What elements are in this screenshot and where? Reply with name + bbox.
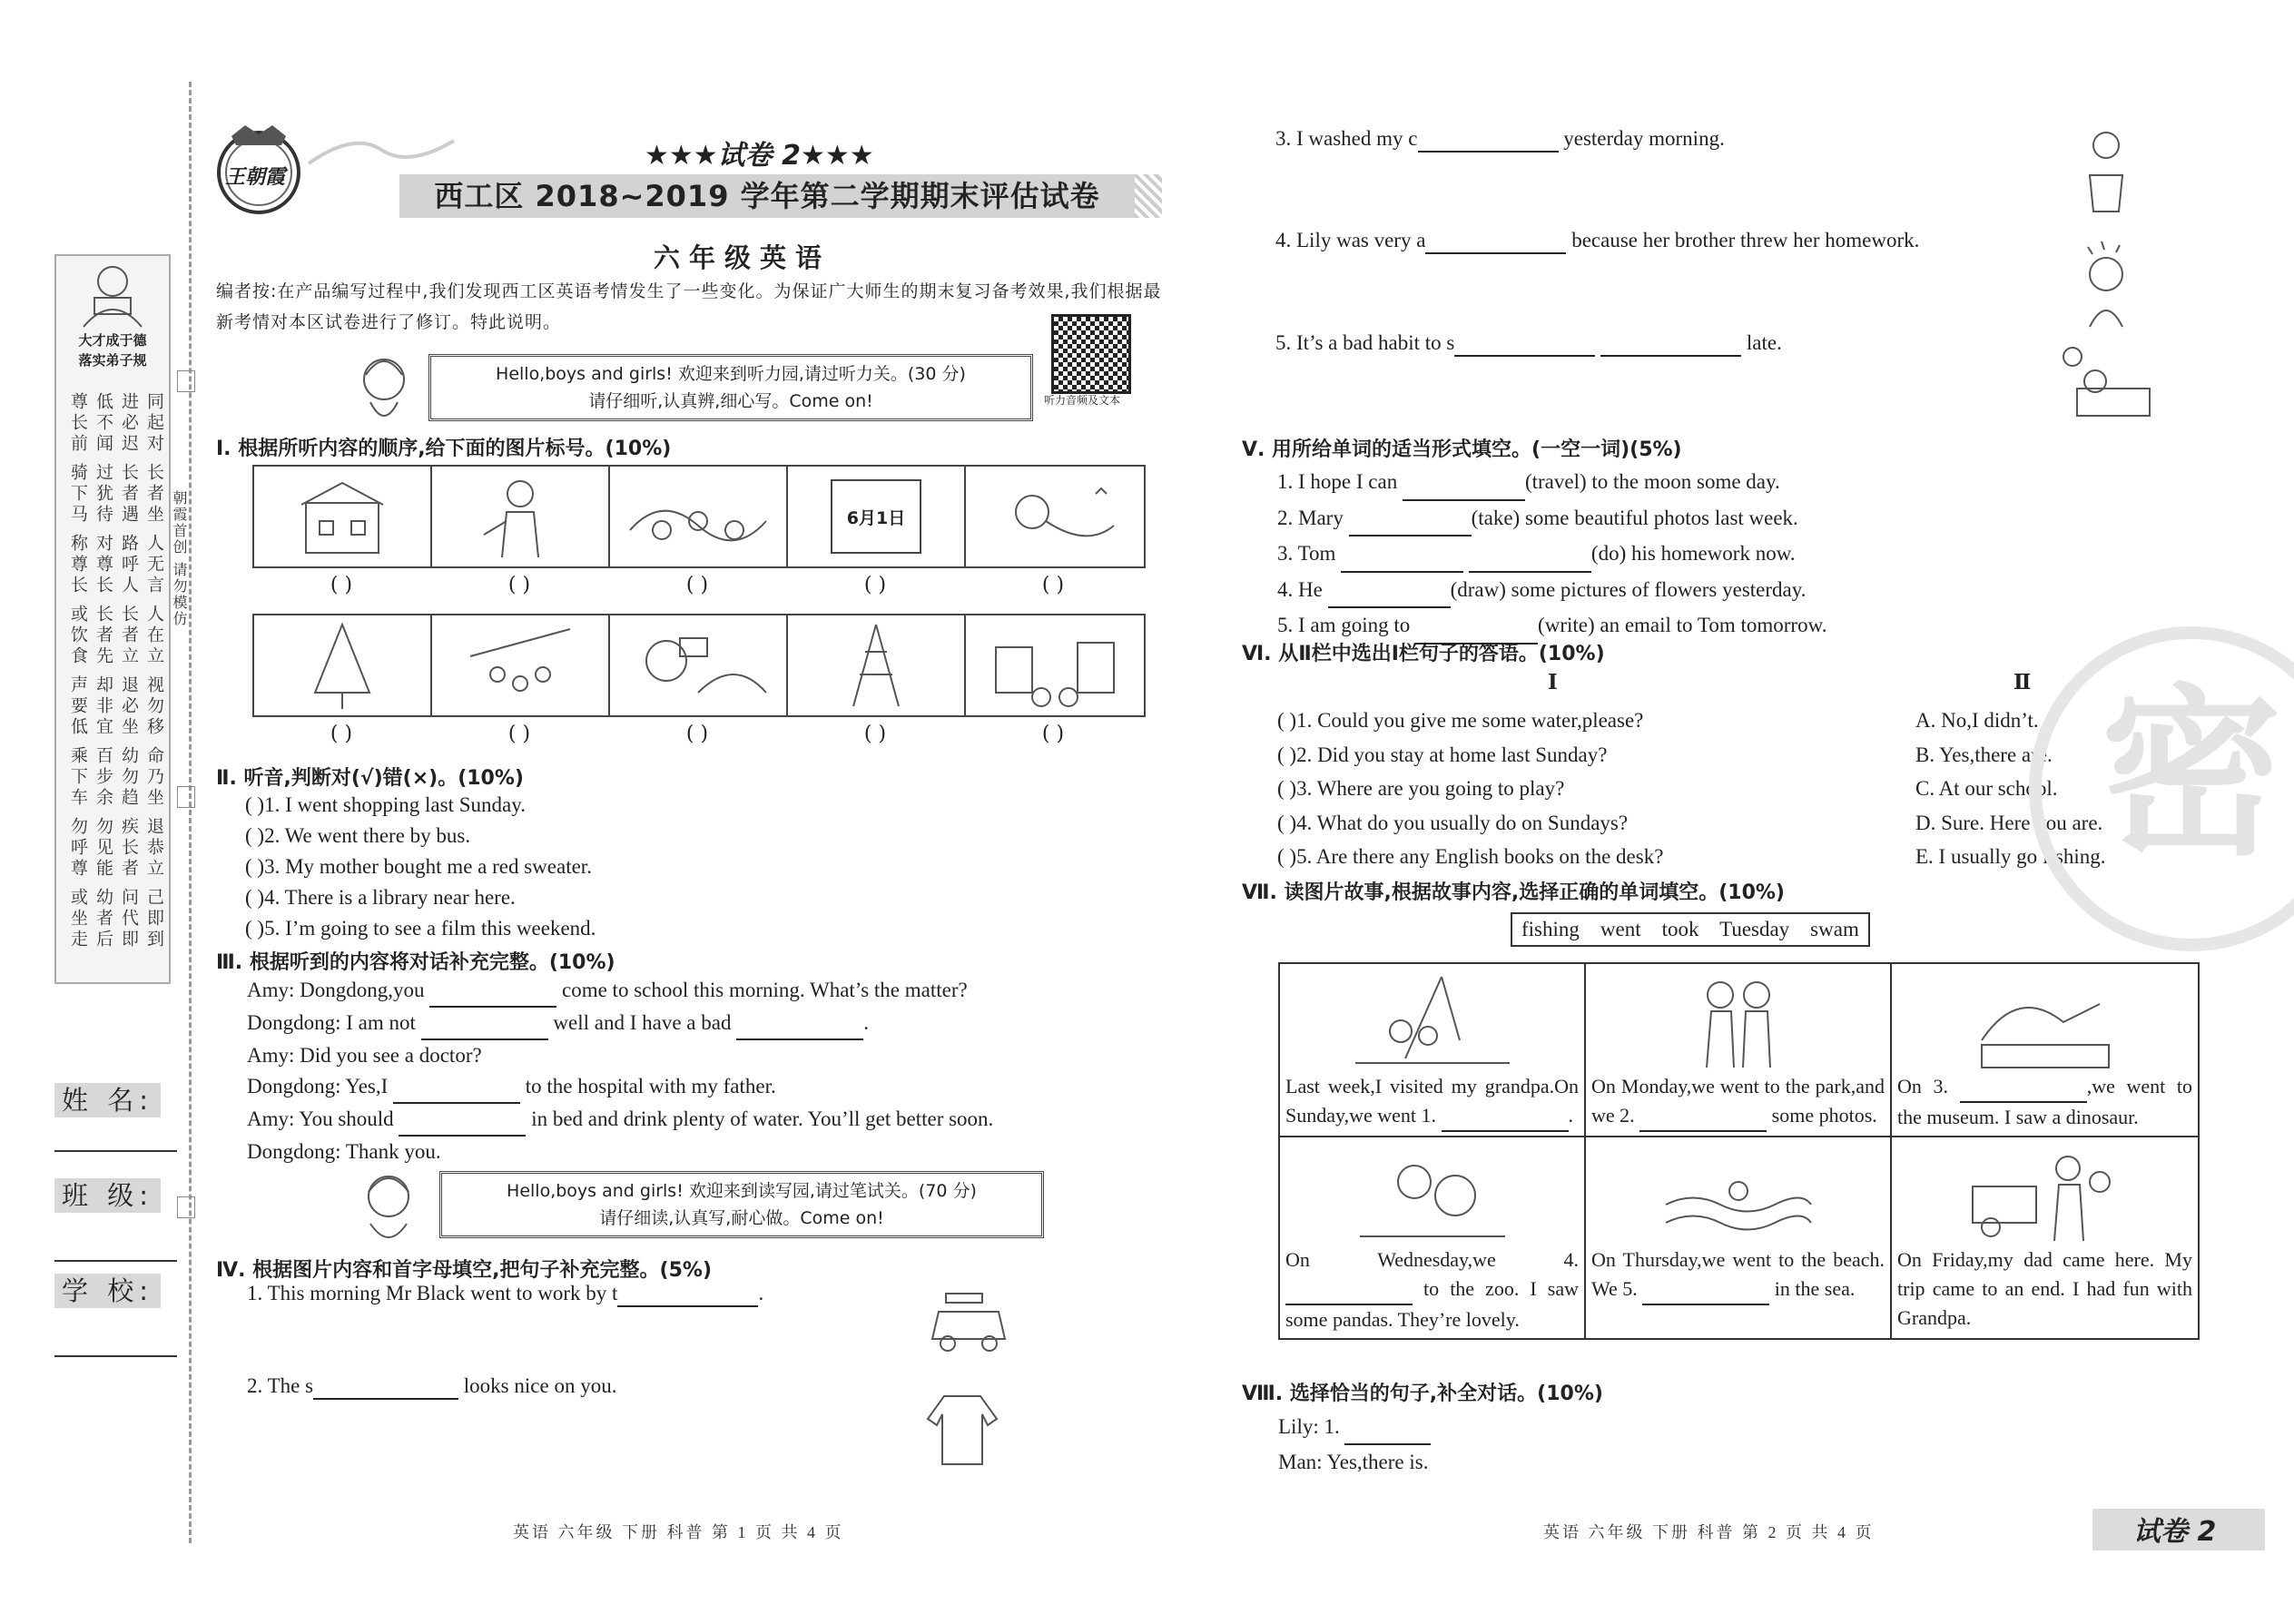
question-text: (draw) some pictures of flowers yesterday.	[1450, 577, 1807, 601]
section1-title: Ⅰ. 根据所听内容的顺序,给下面的图片标号。(10%)	[216, 438, 672, 460]
school-field[interactable]	[54, 1355, 177, 1357]
motto-column: 却非宜	[94, 675, 113, 738]
question-text: 3. I washed my c	[1275, 127, 1418, 150]
subject-title: 六年级英语	[654, 242, 832, 273]
story-text: some photos.	[1771, 1104, 1877, 1127]
motto-column: 长者立	[119, 605, 139, 667]
story-text: On Friday,my dad came here. My trip came to an end. I had fun with Grandpa.	[1897, 1248, 2192, 1329]
binding-mark	[177, 1196, 195, 1218]
dialogue-text: .	[863, 1011, 869, 1034]
motto-column: 视勿移	[144, 675, 164, 738]
photographer-picture	[610, 615, 788, 715]
motto-column: 同起对	[144, 392, 164, 455]
story-text: Last week,I visited my grandpa.On Sunday,we went	[1285, 1075, 1579, 1127]
word-bank: fishing went took Tuesday swam	[1511, 912, 1870, 947]
section4-q3	[1275, 127, 1725, 153]
story-cell	[1892, 964, 2198, 1137]
motto-column: 或坐走	[68, 888, 88, 950]
list-item[interactable]: ( )2. Did you stay at home last Sunday?	[1277, 743, 1608, 766]
fill-blank[interactable]	[1418, 127, 1559, 153]
story-text: 1.	[1421, 1104, 1436, 1127]
question-text: (do) his homework now.	[1590, 542, 1796, 565]
calendar-picture	[788, 467, 966, 566]
question-text: 4. He	[1277, 577, 1323, 601]
dialogue-text: Dongdong: Yes,I	[247, 1075, 389, 1097]
motto-column: 问代即	[119, 888, 139, 950]
motto-title-2: 落实弟子规	[78, 352, 147, 369]
motto-column: 声要低	[68, 675, 88, 738]
section2-title: Ⅱ. 听音,判断对(√)错(×)。(10%)	[216, 767, 524, 790]
list-item[interactable]: ( )2. We went there by bus.	[245, 824, 471, 847]
motto-column: 人在立	[144, 605, 164, 667]
question-text: (travel) to the moon some day.	[1524, 470, 1780, 493]
answer-blank[interactable]: ( )	[330, 723, 353, 745]
fill-blank[interactable]	[1454, 331, 1595, 357]
fill-blank[interactable]	[429, 975, 556, 1008]
story-text: On Thursday,we went to the beach. We 5.	[1591, 1248, 1885, 1300]
motto-column: 过犹待	[94, 463, 113, 526]
story-text: On 3.	[1897, 1075, 1949, 1097]
section6-left-list	[1277, 704, 1663, 874]
story-text: On Monday,we went to the park,and we 2.	[1591, 1075, 1885, 1127]
list-item[interactable]: ( )3. My mother bought me a red sweater.	[245, 855, 592, 878]
question-text: 1. This morning Mr Black went to work by t	[247, 1282, 618, 1304]
dialogue-text: Lily: 1.	[1278, 1415, 1340, 1438]
list-item: B. Yes,there are.	[1915, 743, 2053, 766]
story-cell	[1586, 964, 1892, 1137]
section4-q5	[1275, 331, 1782, 357]
name-label: 姓 名:	[54, 1083, 161, 1117]
class-field[interactable]	[54, 1260, 177, 1262]
fill-blank[interactable]	[1349, 501, 1472, 537]
question-text: looks nice on you.	[463, 1374, 617, 1397]
question-text: (take) some beautiful photos last week.	[1471, 506, 1798, 529]
late-sleeping-picture	[2059, 343, 2159, 434]
fill-blank[interactable]	[617, 1282, 758, 1307]
park-photo-picture	[1657, 968, 1820, 1072]
question-text: yesterday morning.	[1563, 127, 1725, 150]
list-item[interactable]: ( )5. Are there any English books on the desk?	[1277, 845, 1664, 868]
story-text: ,we went to the museum. I saw a dinosaur.	[1897, 1075, 2193, 1128]
question-text: 4. Lily was very a	[1275, 229, 1426, 251]
story-text: On Wednesday,we	[1285, 1248, 1496, 1271]
section4-title: Ⅳ. 根据图片内容和首字母填空,把句子补充完整。(5%)	[216, 1259, 713, 1282]
paper-title: 西工区 2018~2019 学年第二学期期末评估试卷	[399, 174, 1135, 218]
motto-column: 幼勿趋	[119, 746, 139, 809]
motto-column: 幼者后	[94, 888, 113, 950]
list-item: E. I usually go fishing.	[1915, 845, 2106, 868]
question-text: 5. It’s a bad habit to s	[1275, 331, 1455, 354]
column1-heading: Ⅰ	[1548, 671, 1558, 694]
title-bar-pattern	[1135, 174, 1162, 218]
section6-title: Ⅵ. 从Ⅱ栏中选出Ⅰ栏句子的答语。(10%)	[1242, 643, 1605, 665]
logo-text: 王朝霞	[225, 166, 286, 189]
motto-column: 尊长前	[68, 392, 88, 455]
list-item[interactable]: ( )5. I’m going to see a film this weekend.	[245, 917, 596, 940]
calendar-label: 6月1日	[831, 479, 921, 554]
dialogue-text: to the hospital with my father.	[525, 1075, 776, 1097]
reading-banner-line1: Hello,boys and girls! 欢迎来到读写园,请过笔试关。(70 分)	[507, 1181, 977, 1201]
motto-column: 退必坐	[119, 675, 139, 738]
dialogue-text: Amy: Did you see a doctor?	[247, 1044, 482, 1067]
fill-blank[interactable]	[421, 1008, 548, 1040]
answer-blank[interactable]: ( )	[1041, 723, 1065, 745]
footer-left: 英语 六年级 下册 科普 第 1 页 共 4 页	[513, 1523, 844, 1541]
qr-caption: 听力音频及文本	[1044, 394, 1121, 407]
confidential-stamp: 密	[2029, 626, 2294, 951]
list-item: C. At our school.	[1915, 777, 2058, 800]
motto-column: 进必迟	[119, 392, 139, 455]
motto-title-1: 大才成于德	[78, 332, 147, 349]
motto-column: 骑下马	[68, 463, 88, 526]
footer-right: 英语 六年级 下册 科普 第 2 页 共 4 页	[1543, 1523, 1875, 1541]
listening-banner-line2: 请仔细听,认真辨,细心写。Come on!	[588, 391, 873, 411]
motto-column: 或饮食	[68, 605, 88, 667]
fill-blank[interactable]	[399, 1104, 526, 1137]
cut-line	[189, 82, 192, 1543]
washing-clothes-picture	[2079, 125, 2133, 216]
motto-column: 称尊长	[68, 534, 88, 596]
class-label: 班 级:	[54, 1178, 161, 1213]
section3-title: Ⅲ. 根据听到的内容将对话补充完整。(10%)	[216, 951, 615, 974]
fill-blank[interactable]	[1425, 229, 1566, 254]
answer-blank[interactable]: ( )	[863, 723, 887, 745]
story-text: in the sea.	[1774, 1277, 1856, 1300]
story-cell	[1586, 1137, 1892, 1338]
paper-tag: ★★★试卷 2★★★	[645, 140, 874, 172]
name-field[interactable]	[54, 1150, 177, 1152]
fill-blank[interactable]	[1328, 573, 1451, 609]
motto-column: 百步余	[94, 746, 113, 809]
question-text: late.	[1746, 331, 1782, 354]
question-text: 3. Tom	[1277, 542, 1336, 565]
listening-banner-line1: Hello,boys and girls! 欢迎来到听力园,请过听力关。(30 分)	[496, 364, 966, 384]
motto-column: 勿见能	[94, 817, 113, 880]
dialogue-text: Amy: You should	[247, 1107, 394, 1130]
motto-column: 人无言	[144, 534, 164, 596]
question-text: 2. The s	[247, 1374, 314, 1397]
fill-blank[interactable]	[313, 1374, 458, 1400]
section5-list	[1277, 465, 1826, 645]
fill-blank[interactable]	[1403, 465, 1525, 501]
answer-blank[interactable]: ( )	[863, 574, 887, 596]
story-cell	[1892, 1137, 2198, 1338]
answer-blank[interactable]: ( )	[1041, 574, 1065, 596]
sleeping-boy-picture	[966, 467, 1144, 566]
motto-column: 长者坐	[144, 463, 164, 526]
motto-column: 长者先	[94, 605, 113, 667]
story-text: to the zoo. I saw some pandas. They’re lovely.	[1285, 1277, 1580, 1331]
fill-blank[interactable]	[1285, 1275, 1413, 1305]
footer-tag: 试卷 2	[2133, 1516, 2217, 1548]
motto-column: 己即到	[144, 888, 164, 950]
binding-mark	[177, 370, 195, 392]
list-item[interactable]: ( )4. There is a library near here.	[245, 886, 516, 909]
ribbon-decoration	[300, 123, 463, 177]
scholar-illustration	[56, 256, 169, 329]
list-item[interactable]: ( )3. Where are you going to play?	[1277, 777, 1565, 800]
section8-title: Ⅷ. 选择恰当的句子,补全对话。(10%)	[1242, 1383, 1603, 1405]
dialogue-text: Amy: Dongdong,you	[247, 979, 425, 1001]
picture-row-2	[252, 614, 1146, 717]
story-cell	[1280, 1137, 1586, 1338]
answer-blank[interactable]: ( )	[685, 723, 709, 745]
motto-column: 路呼人	[119, 534, 139, 596]
dialogue	[247, 975, 993, 1167]
section2-list	[245, 790, 596, 944]
fill-blank[interactable]	[1341, 536, 1463, 573]
fill-blank[interactable]	[1442, 1101, 1569, 1132]
umbrella-picture	[254, 615, 432, 715]
answer-blank[interactable]: ( )	[507, 574, 531, 596]
girl-icon	[352, 348, 416, 429]
answer-blank[interactable]: ( )	[507, 723, 531, 745]
fill-blank[interactable]	[1639, 1101, 1767, 1132]
picture-row-1	[252, 465, 1146, 568]
section4-q2	[247, 1374, 616, 1400]
answer-blank[interactable]: ( )	[330, 574, 353, 596]
question-text: 1. I hope I can	[1277, 470, 1398, 493]
list-item[interactable]: ( )1. Could you give me some water,please?	[1277, 709, 1644, 732]
story-cell	[1280, 964, 1586, 1137]
motto-panel	[54, 254, 171, 984]
editor-note: 编者按:在产品编写过程中,我们发现西工区英语考情发生了一些变化。为保证广大师生的期末复习备考效果,我们根据最新考情对本区试卷进行了修订。特此说明。	[216, 281, 1162, 332]
copyright-note: 朝霞首创 请勿模仿	[171, 490, 188, 628]
answer-row-1	[252, 574, 1142, 596]
question-text: (write) an email to Tom tomorrow.	[1538, 614, 1827, 636]
angry-girl-picture	[2079, 238, 2133, 329]
question-text: 2. Mary	[1277, 506, 1344, 529]
motto-column: 疾长者	[119, 817, 139, 880]
fill-blank[interactable]	[736, 1008, 863, 1040]
swimming-picture	[1657, 1141, 1820, 1245]
listening-banner	[428, 354, 1033, 421]
dad-car-picture	[1964, 1141, 2127, 1245]
dialogue-text: come to school this morning. What’s the matter?	[562, 979, 968, 1001]
motto-column: 退恭立	[144, 817, 164, 880]
dialogue-text: Dongdong: Thank you.	[247, 1140, 441, 1163]
list-item: D. Sure. Here you are.	[1915, 811, 2103, 834]
story-text: 4.	[1563, 1248, 1580, 1271]
motto-column: 乘下车	[68, 746, 88, 809]
dialogue-text: Dongdong: I am not	[247, 1011, 416, 1034]
school-label: 学 校:	[54, 1274, 161, 1308]
boy-picture	[432, 467, 610, 566]
motto-column: 长者遇	[119, 463, 139, 526]
column2-heading: Ⅱ	[2013, 671, 2032, 694]
picture-story	[1278, 962, 2200, 1340]
list-item[interactable]: ( )1. I went shopping last Sunday.	[245, 793, 526, 816]
question-text: 5. I am going to	[1277, 614, 1411, 636]
qr-code[interactable]	[1051, 314, 1131, 394]
story-text: .	[1568, 1104, 1573, 1127]
house-picture	[254, 467, 432, 566]
brand-logo	[209, 118, 309, 218]
eiffel-tower-picture	[788, 615, 966, 715]
fill-blank[interactable]	[1600, 331, 1741, 357]
museum-picture	[1964, 968, 2127, 1072]
fill-blank[interactable]	[1642, 1275, 1769, 1305]
fishing-picture	[1351, 968, 1514, 1072]
fill-blank[interactable]	[1469, 536, 1591, 573]
fill-blank[interactable]	[1344, 1410, 1431, 1445]
motto-column: 命乃坐	[144, 746, 164, 809]
fill-blank[interactable]	[1960, 1072, 2087, 1103]
motto-column: 低不闻	[94, 392, 113, 455]
crowd-picture	[610, 467, 788, 566]
section4-q4	[1275, 229, 1919, 254]
town-bike-picture	[966, 615, 1144, 715]
sweater-picture	[926, 1387, 999, 1469]
section4-q1	[247, 1282, 763, 1307]
motto-column: 对尊长	[94, 534, 113, 596]
motto-column: 勿呼尊	[68, 817, 88, 880]
binding-mark	[177, 786, 195, 808]
dialogue-text: Man: Yes,there is.	[1278, 1451, 1429, 1473]
list-item[interactable]: ( )4. What do you usually do on Sundays?	[1277, 811, 1629, 834]
section5-title: Ⅴ. 用所给单词的适当形式填空。(一空一词)(5%)	[1242, 438, 1682, 461]
reading-banner	[439, 1171, 1044, 1238]
section8-dialogue	[1278, 1410, 1431, 1479]
dialogue-text: well and I have a bad	[553, 1011, 732, 1034]
reading-banner-line2: 请仔细读,认真写,耐心做。Come on!	[599, 1208, 884, 1228]
dialogue-text: in bed and drink plenty of water. You’ll get better soon.	[531, 1107, 994, 1130]
answer-row-2	[252, 723, 1142, 745]
dancers-picture	[432, 615, 610, 715]
section7-title: Ⅶ. 读图片故事,根据故事内容,选择正确的单词填空。(10%)	[1242, 881, 1785, 904]
question-text: because her brother threw her homework.	[1571, 229, 1920, 251]
answer-blank[interactable]: ( )	[685, 574, 709, 596]
taxi-picture	[928, 1289, 1009, 1357]
fill-blank[interactable]	[393, 1071, 520, 1104]
list-item: A. No,I didn’t.	[1915, 709, 2039, 732]
question-text: .	[758, 1282, 764, 1304]
girl-writing-icon	[352, 1165, 425, 1255]
zoo-picture	[1351, 1141, 1514, 1245]
